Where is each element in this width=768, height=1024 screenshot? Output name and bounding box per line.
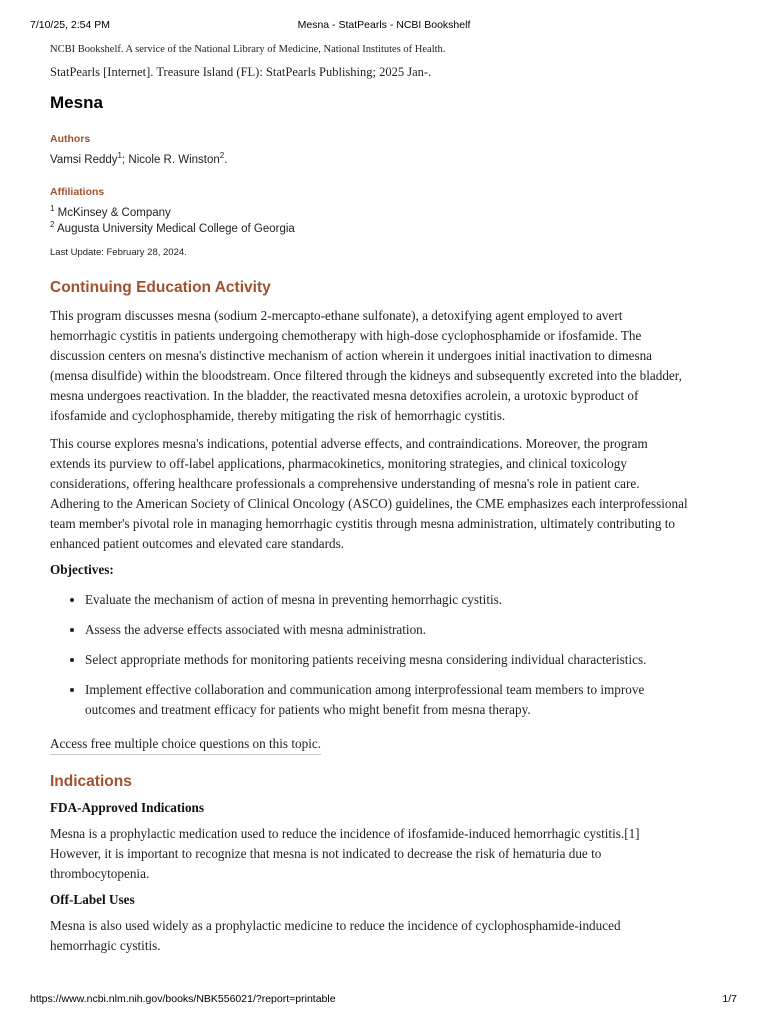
author-name[interactable]: Nicole R. Winston — [128, 154, 220, 166]
affiliation-item — [50, 221, 690, 237]
page-number: 1/7 — [722, 993, 737, 1005]
page-title: Mesna — [50, 93, 103, 112]
cea-paragraph: This program discusses mesna (sodium 2-mercapto-ethane sulfonate), a detoxifying agent employed to avert hemorrhagic cystitis in patients undergoing chemotherapy with high-dose cyclophosphamide or ifosfamide. The discussion centers on mesna's distinctive mechanism of action wherein it undergoes initial inactivation to dimesna (mensa disulfide) within the bloodstream. Once filtered through the kidneys and subsequently excreted into the bladder, mesna undergoes reactivation. In the bladder, the reactivated mesna detoxifies acrolein, a urotoxic byproduct of ifosfamide and cyclophosphamide, thereby mitigating the risk of hemorrhagic cystitis. — [50, 308, 682, 423]
objective-item: • Assess the adverse effects associated with mesna administration. — [85, 620, 690, 640]
ncbi-bookshelf-line: NCBI Bookshelf. A service of the National Library of Medicine, National Institutes of Health. — [50, 44, 446, 55]
affiliations-label: Affiliations — [50, 186, 105, 198]
objective-item: • Implement effective collaboration and communication among interprofessional team members to improve outcomes and treatment efficacy for patients who might benefit from mesna therapy. — [85, 680, 690, 720]
objectives-heading: Objectives: — [50, 562, 114, 577]
print-header — [0, 19, 768, 33]
affiliation-text: McKinsey & Company — [54, 207, 171, 219]
affiliation-item — [50, 205, 690, 221]
print-url: https://www.ncbi.nlm.nih.gov/books/NBK556021/?report=printable — [30, 993, 336, 1005]
author-name[interactable]: Vamsi Reddy — [50, 154, 118, 166]
affiliations-list — [50, 205, 690, 237]
author-affiliation-ref: 2 — [219, 151, 225, 161]
objective-item: • Select appropriate methods for monitoring patients receiving mesna considering individual characteristics. — [85, 650, 690, 670]
authors-list — [50, 152, 690, 168]
section-heading-indications: Indications — [50, 773, 132, 790]
author-end: . — [224, 154, 228, 166]
fda-indications-heading: FDA-Approved Indications — [50, 800, 204, 815]
off-label-text: Mesna is also used widely as a prophylactic medicine to reduce the incidence of cyclophosphamide-induced hemorrhagic cystitis. — [50, 918, 621, 953]
fda-indications-text: Mesna is a prophylactic medication used to reduce the incidence of ifosfamide-induced hemorrhagic cystitis.[1] However, it is important to recognize that mesna is not indicated to decrease the risk of hematuria due to thrombocytopenia. — [50, 826, 640, 881]
print-date: 7/10/25, 2:54 PM — [30, 19, 110, 31]
objectives-list — [50, 590, 690, 720]
author-separator: ; — [122, 154, 129, 166]
print-page-title: Mesna - StatPearls - NCBI Bookshelf — [297, 19, 471, 31]
citation: StatPearls [Internet]. Treasure Island (FL): StatPearls Publishing; 2025 Jan-. — [50, 65, 432, 79]
off-label-heading: Off-Label Uses — [50, 892, 135, 907]
section-heading-continuing-education: Continuing Education Activity — [50, 279, 271, 296]
document-content — [50, 44, 690, 964]
affiliation-number: 2 — [50, 220, 55, 230]
authors-label: Authors — [50, 133, 91, 145]
affiliation-number: 1 — [50, 204, 55, 214]
author-affiliation-ref: 1 — [117, 151, 122, 161]
objective-item: • Evaluate the mechanism of action of mesna in preventing hemorrhagic cystitis. — [85, 590, 690, 610]
print-footer — [0, 993, 768, 1007]
affiliation-text: Augusta University Medical College of Georgia — [54, 223, 295, 235]
mcq-access-link[interactable]: Access free multiple choice questions on this topic. — [50, 734, 321, 755]
cea-paragraph: This course explores mesna's indications, potential adverse effects, and contraindications. Moreover, the program extends its purview to off-label applications, pharmacokinetics, monitoring strategies, and clinical toxicology considerations, offering healthcare professionals a comprehensive understanding of mesna's role in patient care. Adhering to the American Society of Clinical Oncology (ASCO) guidelines, the CME emphasizes each interprofessional team member's pivotal role in managing hemorrhagic cystitis through mesna administration, ultimately contributing to enhanced patient outcomes and elevated care standards. — [50, 436, 688, 551]
last-update: Last Update: February 28, 2024. — [50, 247, 187, 258]
